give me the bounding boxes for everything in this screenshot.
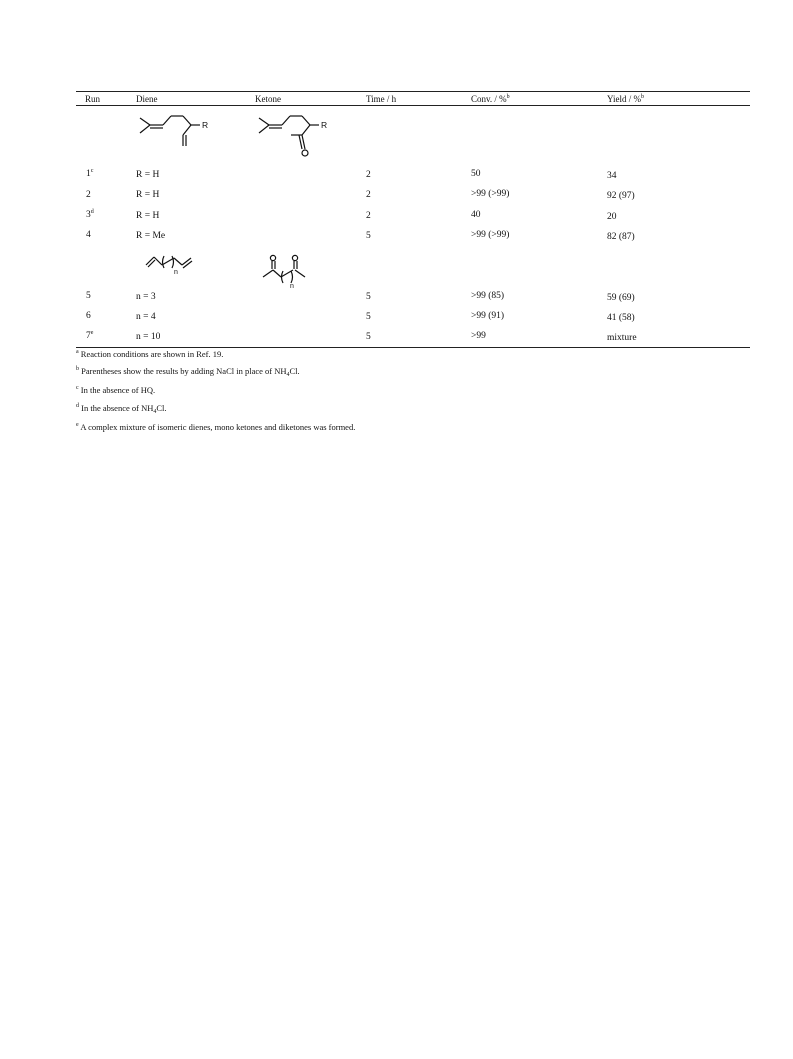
footnote-mark: c — [76, 385, 79, 391]
header-diene: Diene — [136, 94, 158, 104]
table-row-3-yield: 20 — [607, 212, 617, 222]
footnote-text-end: Cl. — [156, 403, 167, 413]
table-row-7-conv: >99 — [471, 331, 486, 341]
table-row-6-run — [86, 310, 91, 322]
ketone-structure-r — [255, 112, 345, 164]
run-footnote-mark: c — [90, 168, 94, 174]
diene-structure-n — [144, 253, 199, 275]
table-row-7-yield: mixture — [607, 333, 637, 343]
table-row-5-time: 5 — [366, 292, 371, 302]
table-row-3-time: 2 — [366, 211, 371, 221]
table-row-6-conv: >99 (91) — [471, 311, 505, 321]
ketone-structure-n — [259, 255, 315, 291]
header-yield — [607, 93, 644, 105]
table-row-7-diene: n = 10 — [136, 332, 161, 342]
run-number: 3 — [86, 210, 91, 220]
header-conv-text: Conv. / % — [471, 94, 507, 104]
table-row-6-time: 5 — [366, 312, 371, 322]
table-row-5-diene: n = 3 — [136, 292, 156, 302]
table-row-4-time: 5 — [366, 231, 371, 241]
table-row-3-run — [86, 209, 94, 221]
run-number: 4 — [86, 230, 91, 240]
run-number: 7 — [86, 331, 91, 341]
table-row-2-yield: 92 (97) — [607, 191, 635, 201]
table-header-rule — [76, 105, 750, 106]
run-number: 5 — [86, 291, 91, 301]
header-yield-sup: b — [641, 94, 644, 100]
header-run: Run — [85, 94, 101, 104]
table-row-1-time: 2 — [366, 170, 371, 180]
table-bottom-rule — [76, 347, 750, 348]
header-ketone: Ketone — [255, 94, 281, 104]
table-row-5-conv: >99 (85) — [471, 291, 505, 301]
table-row-5-run — [86, 290, 91, 302]
table-row-4-yield: 82 (87) — [607, 232, 635, 242]
diene-structure-r — [136, 112, 216, 152]
table-row-3-diene: R = H — [136, 211, 160, 221]
run-number: 6 — [86, 311, 91, 321]
run-number: 1 — [86, 169, 91, 179]
footnote-mark: d — [76, 403, 79, 409]
diene-r-label: R — [202, 120, 209, 130]
table-row-1-yield: 34 — [607, 171, 617, 181]
table-row-2-run — [86, 189, 91, 201]
table-row-5-yield: 59 (69) — [607, 293, 635, 303]
run-footnote-mark: d — [90, 209, 94, 215]
table-row-7-run — [86, 330, 93, 342]
table-row-2-diene: R = H — [136, 190, 160, 200]
header-conv — [471, 93, 510, 105]
table-row-4-run — [86, 229, 91, 241]
table-row-6-yield: 41 (58) — [607, 313, 635, 323]
run-footnote-mark: e — [90, 330, 94, 336]
table-top-rule — [76, 91, 750, 92]
table-row-1-diene: R = H — [136, 170, 160, 180]
diene-n-label: n — [174, 269, 178, 276]
table-row-4-conv: >99 (>99) — [471, 230, 510, 240]
table-row-1-run — [86, 168, 93, 180]
footnote-text: Reaction conditions are shown in Ref. 19. — [80, 349, 224, 359]
footnote-mark: b — [76, 366, 79, 372]
table-row-1-conv: 50 — [471, 169, 481, 179]
footnote-text: A complex mixture of isomeric dienes, mono ketones and diketones was formed. — [80, 422, 356, 432]
footnote-d — [76, 403, 167, 414]
header-conv-sup: b — [506, 94, 510, 100]
footnote-e — [76, 422, 355, 433]
footnote-subscript: 4 — [286, 372, 290, 378]
header-yield-text: Yield / % — [607, 94, 641, 104]
table-row-7-time: 5 — [366, 332, 371, 342]
footnote-a — [76, 349, 223, 360]
ketone-n-label: n — [290, 283, 294, 290]
run-number: 2 — [86, 190, 91, 200]
table-row-6-diene: n = 4 — [136, 312, 156, 322]
footnote-mark: a — [76, 349, 79, 355]
footnote-text-end: Cl. — [289, 366, 300, 376]
table-row-3-conv: 40 — [471, 210, 481, 220]
ketone-r-label: R — [321, 120, 328, 130]
footnote-subscript: 4 — [153, 409, 157, 415]
table-row-2-conv: >99 (>99) — [471, 189, 510, 199]
footnote-text: Parentheses show the results by adding NaCl in place of NH — [81, 366, 287, 376]
footnote-text: In the absence of HQ. — [80, 385, 156, 395]
table-row-4-diene: R = Me — [136, 231, 166, 241]
table-row-2-time: 2 — [366, 190, 371, 200]
footnote-c — [76, 385, 155, 396]
footnote-b — [76, 366, 300, 377]
header-time: Time / h — [366, 94, 397, 104]
footnote-mark: e — [76, 422, 79, 428]
footnote-text: In the absence of NH — [81, 403, 154, 413]
